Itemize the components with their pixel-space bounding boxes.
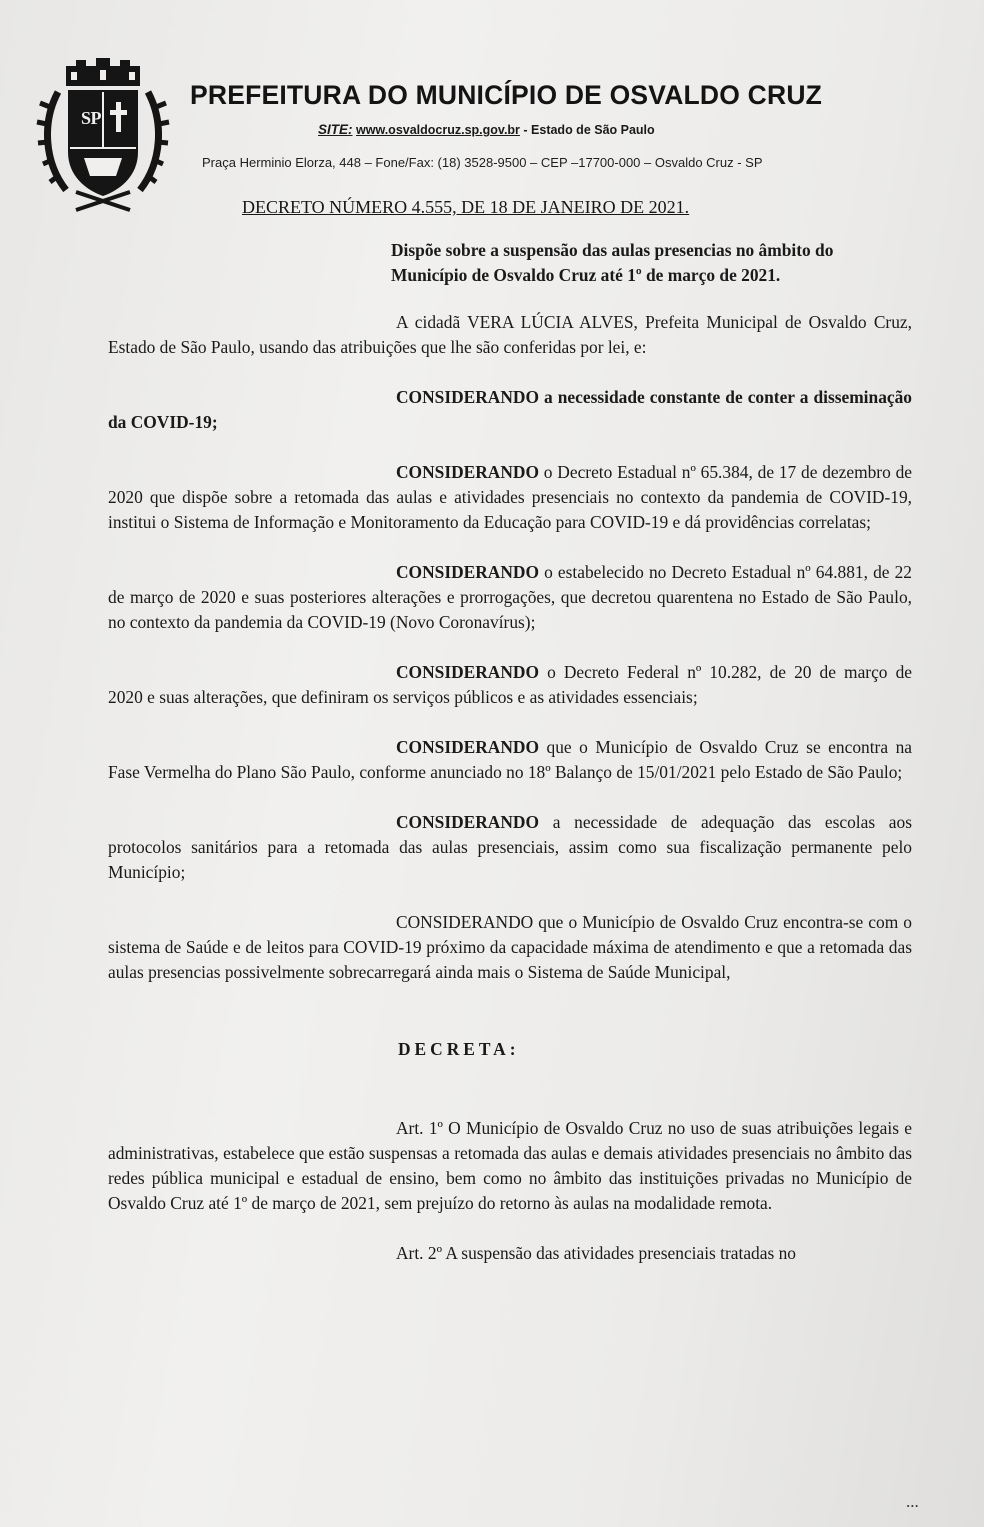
article-2: Art. 2º A suspensão das atividades presenciais tratadas no	[396, 1243, 796, 1263]
considerando-lead: CONSIDERANDO	[396, 662, 540, 682]
decree-title: DECRETO NÚMERO 4.555, DE 18 DE JANEIRO DE 2021.	[242, 197, 690, 217]
considerando-text: o estabelecido no Decreto Estadual nº 64.881, de 22 de março de 2020 e suas posteriores alterações e prorrogações, que decretou quarentena no Estado de São Paulo, no contexto da pandemia da COVID-19 (Novo Coronavírus);	[108, 562, 912, 632]
considerando-lead: CONSIDERANDO	[396, 387, 540, 407]
svg-text:P: P	[90, 108, 102, 128]
preamble-paragraph: A cidadã VERA LÚCIA ALVES, Prefeita Municipal de Osvaldo Cruz, Estado de São Paulo, usando das atribuições que lhe são conferidas por lei, e:	[108, 312, 912, 357]
considerando-lead: CONSIDERANDO	[396, 812, 540, 832]
decree-summary: Dispõe sobre a suspensão das aulas presencias no âmbito do Município de Osvaldo Cruz até 1º de março de 2021.	[391, 240, 834, 285]
considerando-paragraph	[108, 385, 912, 435]
considerando-lead: CONSIDERANDO	[396, 462, 540, 482]
considerando-text: a necessidade constante de conter a disseminação da COVID-19;	[108, 387, 912, 432]
considerando-paragraph	[108, 810, 912, 885]
considerando-text: que o Município de Osvaldo Cruz se encontra na Fase Vermelha do Plano São Paulo, conforme anunciado no 18º Balanço de 15/01/2021 pelo Estado de São Paulo;	[108, 737, 912, 782]
considerando-lead: CONSIDERANDO	[396, 912, 534, 932]
municipal-crest-icon	[36, 52, 170, 212]
considerando-text: o Decreto Federal nº 10.282, de 20 de março de 2020 e suas alterações, que definiram os serviços públicos e as atividades essenciais;	[108, 662, 912, 707]
considerando-text: a necessidade de adequação das escolas aos protocolos sanitários para a retomada das aulas presenciais, assim como sua fiscalização permanente pelo Município;	[108, 812, 912, 882]
decree-body	[108, 238, 912, 1266]
considerando-text: que o Município de Osvaldo Cruz encontra-se com o sistema de Saúde e de leitos para COVID-19 próximo da capacidade máxima de atendimento e que a retomada das aulas presencias possivelmente sobrecarregará ainda mais o Sistema de Saúde Municipal,	[108, 912, 912, 982]
municipality-header-title: PREFEITURA DO MUNICÍPIO DE OSVALDO CRUZ	[190, 80, 823, 110]
considerando-paragraph	[108, 560, 912, 635]
considerando-paragraph	[108, 910, 912, 985]
site-url-link[interactable]: www.osvaldocruz.sp.gov.br	[356, 123, 520, 137]
decreta-heading: DECRETA:	[398, 1039, 520, 1059]
considerando-paragraph	[108, 660, 912, 710]
considerando-paragraph	[108, 460, 912, 535]
header-address: Praça Herminio Elorza, 448 – Fone/Fax: (18) 3528-9500 – CEP –17700-000 – Osvaldo Cruz - SP	[202, 155, 763, 170]
considerando-lead: CONSIDERANDO	[396, 737, 540, 757]
site-label: SITE:	[318, 122, 353, 137]
svg-text:S: S	[80, 108, 92, 128]
site-state-suffix: - Estado de São Paulo	[519, 123, 655, 137]
header-site-line	[318, 122, 655, 137]
considerando-paragraph	[108, 735, 912, 785]
considerando-text: o Decreto Estadual nº 65.384, de 17 de dezembro de 2020 que dispõe sobre a retomada das aulas e atividades presenciais no contexto da pandemia de COVID-19, institui o Sistema de Informação e Monitoramento da Educação para COVID-19 e dá providências correlatas;	[108, 462, 912, 532]
considerando-lead: CONSIDERANDO	[396, 562, 540, 582]
page-continuation-mark: ...	[906, 1492, 919, 1511]
article-1: Art. 1º O Município de Osvaldo Cruz no uso de suas atribuições legais e administrativas, estabelece que estão suspensas a retomada das aulas e demais atividades presenciais no âmbito das redes pública municipal e estadual de ensino, bem como no âmbito das instituições privadas no Município de Osvaldo Cruz até 1º de março de 2021, sem prejuízo do retorno às aulas na modalidade remota.	[108, 1118, 912, 1213]
